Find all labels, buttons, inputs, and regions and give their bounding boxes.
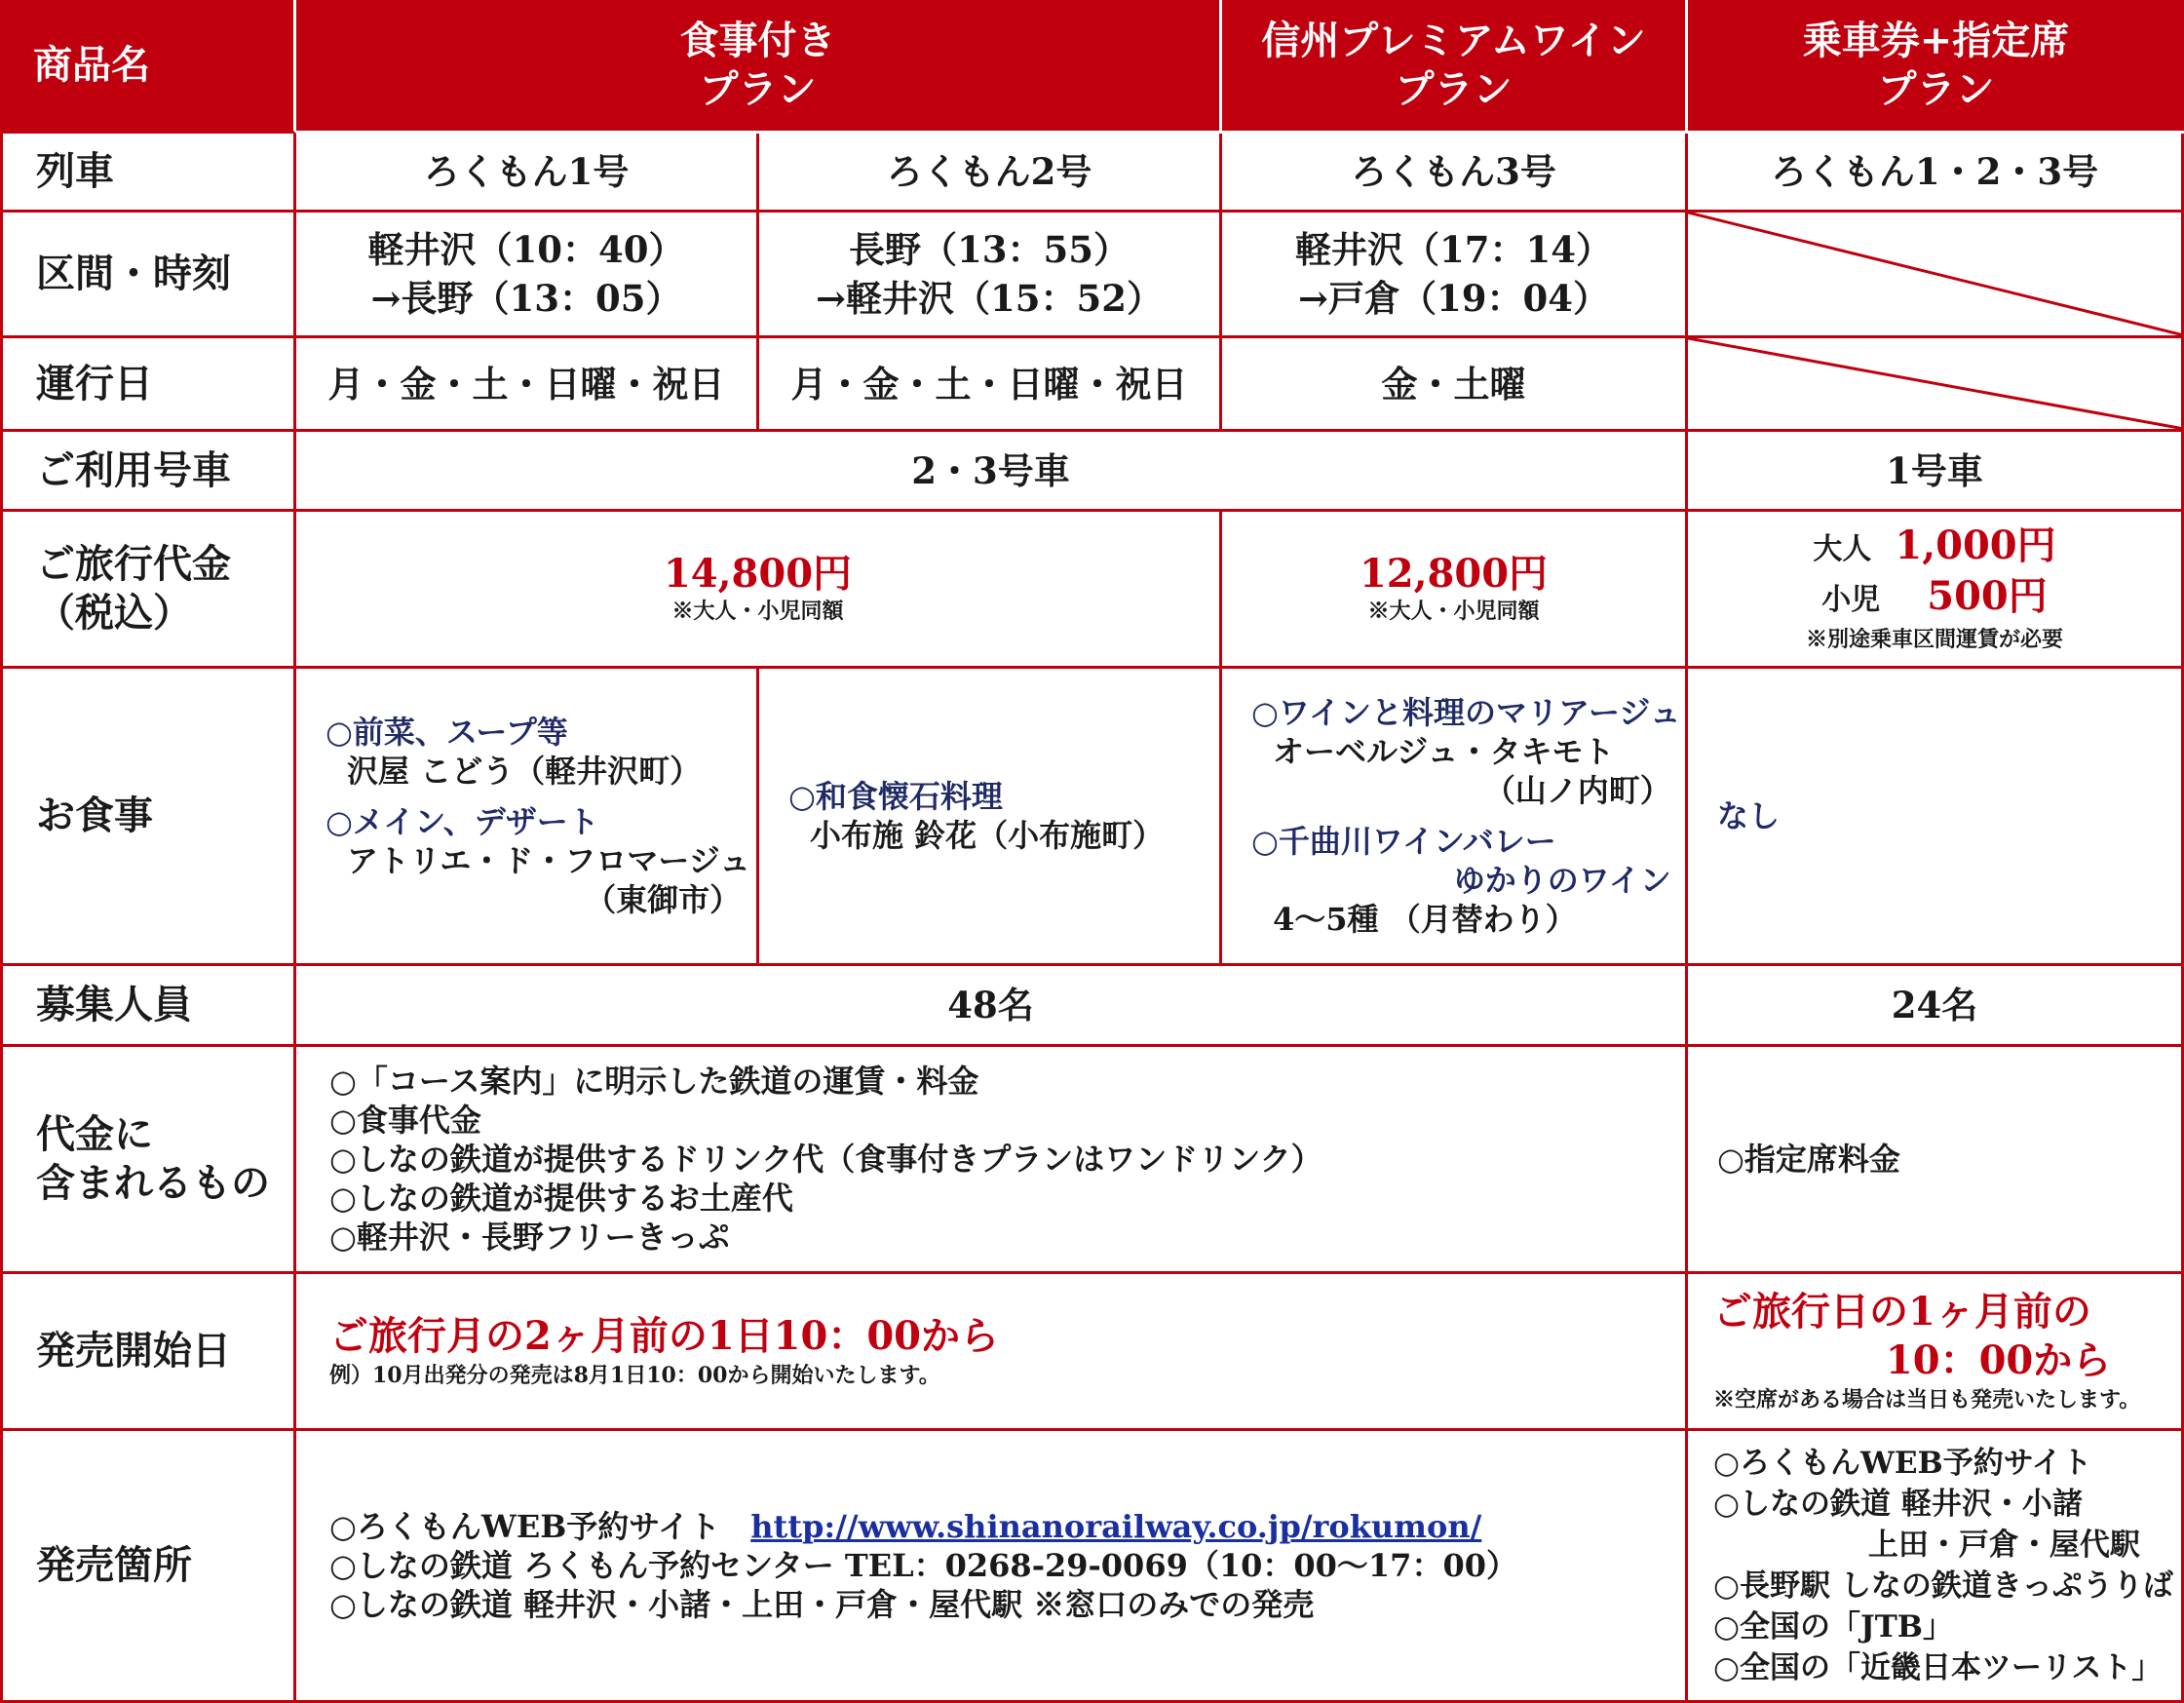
days-seat-empty xyxy=(1688,338,2184,432)
row-label-price xyxy=(0,512,296,669)
sale-start-seat xyxy=(1688,1274,2184,1431)
outlets-web-link[interactable]: http://www.shinanorailway.co.jp/rokumon/ xyxy=(750,1508,1482,1545)
header-product-label xyxy=(0,0,296,134)
included-seat xyxy=(1688,1047,2184,1274)
sale-start-seat-line1: ご旅行日の1ヶ月前の xyxy=(1713,1289,2091,1335)
included-item-2: ○食事代金 xyxy=(329,1102,481,1139)
included-item-5: ○軽井沢・長野フリーきっぷ xyxy=(329,1219,730,1256)
meal1-course2-title: ○メイン、デザート xyxy=(326,803,599,840)
row-label-capacity-text: 募集人員 xyxy=(36,982,192,1027)
wine-course1-venue-town: （山ノ内町） xyxy=(1483,772,1671,809)
price-meal-amount: 14,800円 xyxy=(663,551,853,597)
row-label-meal xyxy=(0,669,296,966)
header-meal-plan xyxy=(296,0,1222,134)
outlets-center: ○しなの鉄道 ろくもん予約センター TEL：0268-29-0069（10：00～17：00） xyxy=(329,1547,1517,1584)
sale-start-main xyxy=(296,1274,1688,1431)
meal-menu-wine xyxy=(1222,669,1688,966)
car-main xyxy=(296,432,1688,512)
row-label-price-line1: ご旅行代金 xyxy=(36,541,231,587)
price-seat xyxy=(1688,512,2184,669)
row-label-train-text: 列車 xyxy=(36,148,114,194)
days-meal2-text: 月・金・土・日曜・祝日 xyxy=(790,362,1188,406)
train-seat-text: ろくもん1・2・3号 xyxy=(1770,150,2099,193)
included-item-1: ○「コース案内」に明示した鉄道の運賃・料金 xyxy=(329,1063,979,1100)
row-label-outlets-text: 発売箇所 xyxy=(36,1542,192,1588)
row-label-price-line2: （税込） xyxy=(36,590,192,636)
row-label-section xyxy=(0,213,296,338)
header-wine-plan-line2: プラン xyxy=(1395,66,1513,112)
header-seat-plan-line2: プラン xyxy=(1877,66,1995,112)
days-wine-text: 金・土曜 xyxy=(1381,362,1526,406)
header-product-label-text: 商品名 xyxy=(33,42,150,88)
section-wine xyxy=(1222,213,1688,338)
header-meal-plan-line1: 食事付き xyxy=(679,18,836,63)
outlets-seat-item-3: 上田・戸倉・屋代駅 xyxy=(1867,1528,2140,1563)
meal2-course-title: ○和食懐石料理 xyxy=(788,778,1003,815)
included-main xyxy=(296,1047,1688,1274)
outlets-web-label: ○ろくもんWEB予約サイト xyxy=(329,1508,721,1545)
row-label-included-line2: 含まれるもの xyxy=(36,1160,270,1206)
price-meal xyxy=(296,512,1222,669)
train-seat xyxy=(1688,134,2184,213)
row-label-car-text: ご利用号車 xyxy=(36,446,231,493)
days-seat-diagonal xyxy=(1688,338,2184,432)
price-meal-note: ※大人・小児同額 xyxy=(671,599,844,624)
row-label-meal-text: お食事 xyxy=(36,793,153,838)
row-label-days xyxy=(0,338,296,432)
included-seat-text: ○指定席料金 xyxy=(1717,1141,1900,1178)
header-seat-plan-line1: 乗車券+指定席 xyxy=(1802,18,2070,63)
outlets-main xyxy=(296,1431,1688,1703)
section-meal1 xyxy=(296,213,759,338)
section-meal2-line1: 長野（13：55） xyxy=(849,228,1130,271)
outlets-seat-item-1: ○ろくもんWEB予約サイト xyxy=(1713,1446,2092,1481)
row-label-sale-start xyxy=(0,1274,296,1431)
row-label-train xyxy=(0,134,296,213)
train-meal2-text: ろくもん2号 xyxy=(886,150,1092,193)
section-meal1-line1: 軽井沢（10：40） xyxy=(367,228,685,271)
train-meal2 xyxy=(759,134,1222,213)
row-label-included xyxy=(0,1047,296,1274)
capacity-seat xyxy=(1688,966,2184,1047)
meal1-course2-venue-town: （東御市） xyxy=(585,881,742,918)
section-meal2 xyxy=(759,213,1222,338)
train-wine-text: ろくもん3号 xyxy=(1351,150,1556,193)
wine-course2-title: ○千曲川ワインバレー xyxy=(1251,823,1556,860)
train-meal1 xyxy=(296,134,759,213)
train-meal1-text: ろくもん1号 xyxy=(423,150,630,193)
row-label-days-text: 運行日 xyxy=(36,360,153,406)
meal1-course2-venue: アトリエ・ド・フロマージュ xyxy=(347,842,751,879)
section-wine-line1: 軽井沢（17：14） xyxy=(1295,228,1612,271)
capacity-main-text: 48名 xyxy=(947,984,1034,1026)
row-label-sale-start-text: 発売開始日 xyxy=(36,1328,231,1374)
sale-start-seat-note: ※空席がある場合は当日も発売いたします。 xyxy=(1713,1387,2141,1413)
header-seat-plan xyxy=(1688,0,2184,134)
section-seat-diagonal xyxy=(1688,213,2184,338)
sale-start-main-text: ご旅行月の2ヶ月前の1日10：00から xyxy=(329,1313,999,1359)
meal1-course1-venue: 沢屋 こどう（軽井沢町） xyxy=(347,753,702,790)
section-wine-line2: →戸倉（19：04） xyxy=(1298,277,1609,320)
car-main-text: 2・3号車 xyxy=(911,448,1070,492)
meal2-course-venue: 小布施 鈴花（小布施町） xyxy=(810,817,1165,854)
outlets-seat-item-4: ○長野駅 しなの鉄道きっぷうりば xyxy=(1713,1568,2173,1604)
price-seat-child-amount: 500円 xyxy=(1927,573,2048,619)
days-meal1 xyxy=(296,338,759,432)
section-meal1-line2: →長野（13：05） xyxy=(370,277,682,320)
outlets-seat xyxy=(1688,1431,2184,1703)
row-label-outlets xyxy=(0,1431,296,1703)
car-seat xyxy=(1688,432,2184,512)
outlets-seat-item-2: ○しなの鉄道 軽井沢・小諸 xyxy=(1713,1487,2083,1522)
price-wine xyxy=(1222,512,1688,669)
wine-course1-title: ○ワインと料理のマリアージュ xyxy=(1251,694,1681,731)
included-item-4: ○しなの鉄道が提供するお土産代 xyxy=(329,1180,793,1217)
meal-menu-meal1 xyxy=(296,669,759,966)
train-wine xyxy=(1222,134,1688,213)
price-seat-adult-label: 大人 xyxy=(1813,532,1872,566)
price-wine-note: ※大人・小児同額 xyxy=(1367,599,1540,624)
row-label-capacity xyxy=(0,966,296,1047)
sale-start-main-note: 例）10月出発分の発売は8月1日10：00から開始いたします。 xyxy=(329,1363,940,1388)
days-wine xyxy=(1222,338,1688,432)
days-meal2 xyxy=(759,338,1222,432)
row-label-car xyxy=(0,432,296,512)
price-seat-child-label: 小児 xyxy=(1821,583,1881,617)
outlets-stations: ○しなの鉄道 軽井沢・小諸・上田・戸倉・屋代駅 ※窓口のみでの発売 xyxy=(329,1586,1315,1623)
capacity-main xyxy=(296,966,1688,1047)
car-seat-text: 1号車 xyxy=(1886,448,1983,492)
wine-course1-venue: オーベルジュ・タキモト xyxy=(1273,733,1615,770)
capacity-seat-text: 24名 xyxy=(1891,984,1978,1026)
section-seat-empty xyxy=(1688,213,2184,338)
meal-menu-meal2 xyxy=(759,669,1222,966)
outlets-seat-item-6: ○全国の「近畿日本ツーリスト」 xyxy=(1713,1650,2163,1685)
header-wine-plan xyxy=(1222,0,1688,134)
included-item-3: ○しなの鉄道が提供するドリンク代（食事付きプランはワンドリンク） xyxy=(329,1141,1322,1178)
price-seat-adult-amount: 1,000円 xyxy=(1895,523,2056,568)
wine-course2-subtitle: ゆかりのワイン xyxy=(1453,862,1671,899)
header-wine-plan-line1: 信州プレミアムワイン xyxy=(1261,18,1646,63)
sale-start-seat-line2: 10：00から xyxy=(1885,1337,2112,1383)
row-label-section-text: 区間・時刻 xyxy=(36,251,231,296)
meal-seat-none: なし xyxy=(1717,797,1781,834)
row-label-included-line1: 代金に xyxy=(36,1111,153,1157)
outlets-seat-item-5: ○全国の「JTB」 xyxy=(1713,1609,1953,1645)
meal-menu-seat xyxy=(1688,669,2184,966)
days-meal1-text: 月・金・土・日曜・祝日 xyxy=(327,362,725,406)
price-seat-note: ※別途乗車区間運賃が必要 xyxy=(1805,627,2063,652)
wine-course2-detail: 4～5種 （月替わり） xyxy=(1273,901,1577,938)
header-meal-plan-line2: プラン xyxy=(699,66,817,112)
price-wine-amount: 12,800円 xyxy=(1359,551,1549,597)
section-meal2-line2: →軽井沢（15：52） xyxy=(816,277,1163,320)
meal1-course1-title: ○前菜、スープ等 xyxy=(326,714,568,751)
